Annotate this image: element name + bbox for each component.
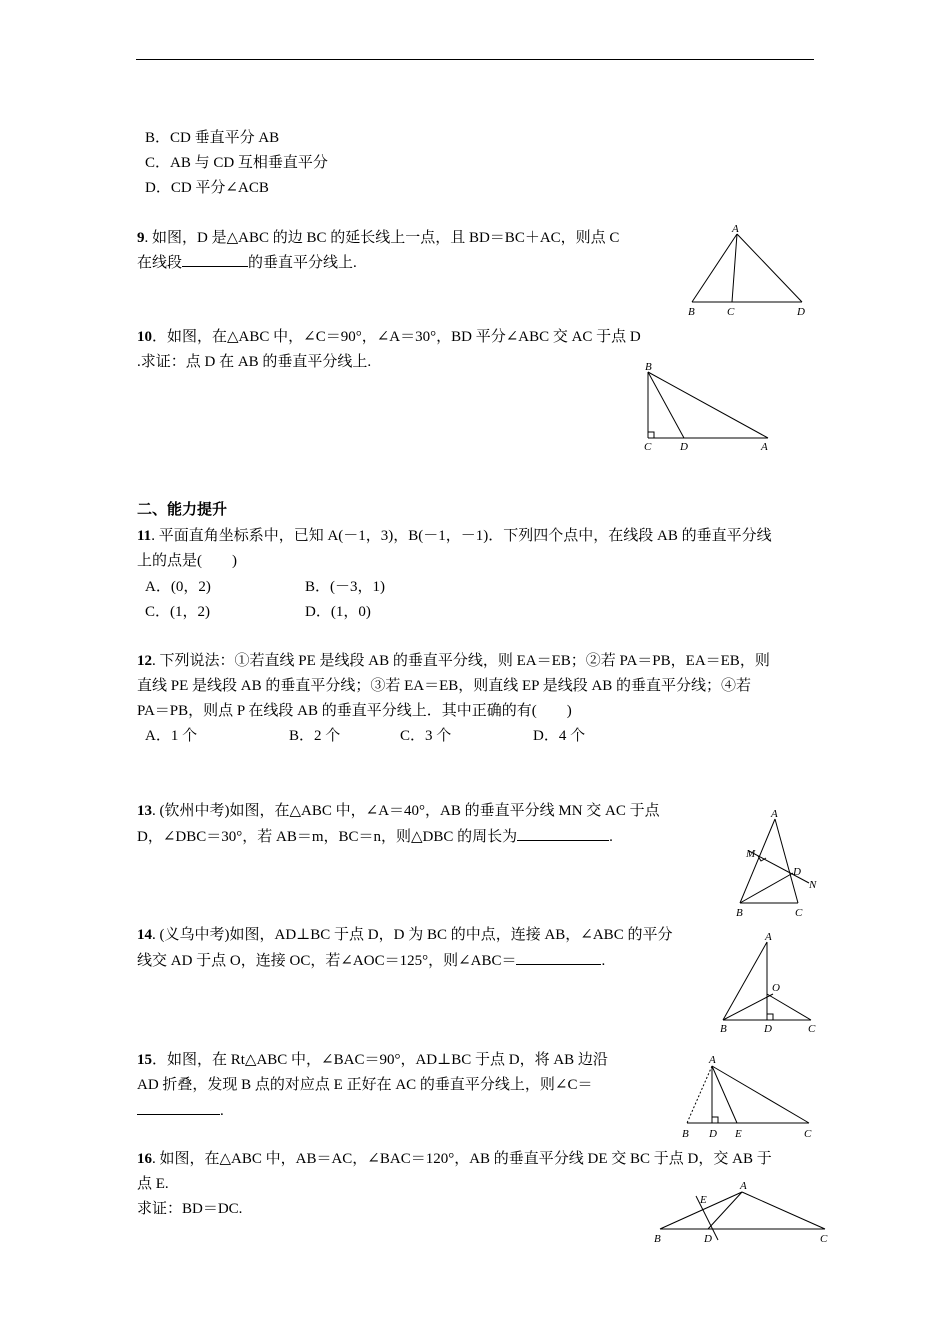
q15-label-a: A <box>709 1054 716 1066</box>
q15-text1: ．如图，在 Rt△ABC 中，∠BAC＝90°，AD⊥BC 于点 D，将 AB 边沿 <box>152 1052 608 1068</box>
q15-label-c: C <box>804 1128 812 1140</box>
header-rule <box>136 59 814 60</box>
q16-line2: 点 E. <box>137 1176 169 1192</box>
q12-number: 12 <box>137 653 152 669</box>
q14-label-b: B <box>720 1023 727 1035</box>
q9-answer-blank[interactable] <box>182 252 248 267</box>
q16-label-b: B <box>654 1233 661 1245</box>
q16-line3: 求证：BD＝DC. <box>137 1201 243 1217</box>
q11-option-a: A．(0，2) <box>145 579 211 595</box>
q16-label-e: E <box>700 1194 707 1206</box>
q9-label-c: C <box>727 306 735 318</box>
q13-label-c: C <box>795 907 803 919</box>
q13-number: 13 <box>137 803 152 819</box>
option-c: C．AB 与 CD 互相垂直平分 <box>145 155 328 171</box>
option-b: B．CD 垂直平分 AB <box>145 130 280 146</box>
q12-option-d: D．4 个 <box>533 728 586 744</box>
q11-line2: 上的点是( ) <box>137 553 237 569</box>
q9-text1: . 如图，D 是△ABC 的边 BC 的延长线上一点，且 BD＝BC＋AC，则点 C <box>144 230 620 246</box>
q14-text2-end: . <box>601 953 606 969</box>
q9-figure <box>680 220 810 320</box>
q11-option-b: B．(－3，1) <box>305 579 385 595</box>
q9-text2a: 在线段 <box>137 255 183 271</box>
q15-line1 <box>137 1050 608 1070</box>
q14-figure <box>715 928 825 1038</box>
q13-label-b: B <box>736 907 743 919</box>
q12-option-a: A．1 个 <box>145 728 198 744</box>
q9-label-b: B <box>688 306 695 318</box>
q14-label-o: O <box>772 982 780 994</box>
q9-label-a: A <box>732 223 739 235</box>
q14-answer-blank[interactable] <box>516 950 601 965</box>
q14-text1: . (义乌中考)如图，AD⊥BC 于点 D，D 为 BC 的中点，连接 AB，∠ABC 的平分 <box>152 927 673 943</box>
q14-line1 <box>137 925 672 945</box>
q13-line2 <box>137 826 613 847</box>
q9-line2 <box>137 252 357 273</box>
q9-label-d: D <box>797 306 805 318</box>
q13-text2-end: . <box>609 829 613 845</box>
q13-label-a: A <box>771 808 778 820</box>
q13-figure <box>725 805 825 920</box>
q16-line1 <box>137 1149 772 1169</box>
q11-line1 <box>137 526 772 546</box>
q10-label-c: C <box>644 441 652 453</box>
q16-label-c: C <box>820 1233 828 1245</box>
q13-text2: D，∠DBC＝30°，若 AB＝m，BC＝n，则△DBC 的周长为 <box>137 829 518 845</box>
q9-number: 9 <box>137 230 145 246</box>
q12-line3: PA＝PB，则点 P 在线段 AB 的垂直平分线上．其中正确的有( ) <box>137 703 572 719</box>
q16-label-a: A <box>740 1180 747 1192</box>
q10-figure <box>640 360 780 455</box>
q10-number: 10 <box>137 329 152 345</box>
q13-label-d: D <box>793 866 801 878</box>
q15-label-d: D <box>709 1128 717 1140</box>
option-d: D．CD 平分∠ACB <box>145 180 269 196</box>
q15-label-e: E <box>735 1128 742 1140</box>
q12-text1: . 下列说法：①若直线 PE 是线段 AB 的垂直平分线，则 EA＝EB；②若 PA＝PB，EA＝EB，则 <box>152 653 770 669</box>
q10-line2: .求证：点 D 在 AB 的垂直平分线上. <box>137 354 372 370</box>
q13-label-m: M <box>746 848 756 860</box>
q15-number: 15 <box>137 1052 152 1068</box>
q14-number: 14 <box>137 927 152 943</box>
q13-line1 <box>137 801 660 821</box>
q15-line2: AD 折叠，发现 B 点的对应点 E 正好在 AC 的垂直平分线上，则∠C＝ <box>137 1077 593 1093</box>
q12-option-b: B．2 个 <box>289 728 341 744</box>
section-title: 二、能力提升 <box>137 502 228 518</box>
q12-line1 <box>137 651 770 671</box>
q10-label-b: B <box>645 361 652 373</box>
q13-answer-blank[interactable] <box>517 826 609 841</box>
q16-figure <box>650 1176 840 1248</box>
q9-line1 <box>137 228 619 248</box>
q10-label-a: A <box>761 441 768 453</box>
q10-line1 <box>137 327 641 347</box>
q15-figure <box>675 1050 820 1142</box>
q9-text2b: 的垂直平分线上. <box>248 255 357 271</box>
q14-label-a: A <box>765 931 772 943</box>
q15-label-b: B <box>682 1128 689 1140</box>
q15-answer-blank[interactable] <box>137 1100 220 1115</box>
q12-line2: 直线 PE 是线段 AB 的垂直平分线；③若 EA＝EB，则直线 EP 是线段 AB 的垂直平分线；④若 <box>137 678 752 694</box>
q16-label-d: D <box>704 1233 712 1245</box>
q11-text1: . 平面直角坐标系中，已知 A(－1，3)，B(－1，－1)．下列四个点中，在线段 AB 的垂直平分线 <box>151 528 772 544</box>
q16-number: 16 <box>137 1151 152 1167</box>
q16-text1: . 如图，在△ABC 中，AB＝AC，∠BAC＝120°，AB 的垂直平分线 DE 交 BC 于点 D，交 AB 于 <box>152 1151 772 1167</box>
q15-line3 <box>137 1100 224 1121</box>
q10-text1: ．如图，在△ABC 中，∠C＝90°，∠A＝30°，BD 平分∠ABC 交 AC 于点 D <box>152 329 641 345</box>
q13-label-n: N <box>809 879 817 891</box>
q14-line2 <box>137 950 605 971</box>
q14-label-d: D <box>764 1023 772 1035</box>
q13-text1: . (钦州中考)如图，在△ABC 中，∠A＝40°，AB 的垂直平分线 MN 交 AC 于点 <box>152 803 660 819</box>
q14-label-c: C <box>808 1023 816 1035</box>
q11-number: 11 <box>137 528 152 544</box>
q14-text2: 线交 AD 于点 O，连接 OC，若∠AOC＝125°，则∠ABC＝ <box>137 953 517 969</box>
q10-label-d: D <box>680 441 688 453</box>
q11-option-c: C．(1，2) <box>145 604 210 620</box>
q15-text3-end: . <box>220 1103 224 1119</box>
q12-option-c: C．3 个 <box>400 728 452 744</box>
q11-option-d: D．(1，0) <box>305 604 371 620</box>
